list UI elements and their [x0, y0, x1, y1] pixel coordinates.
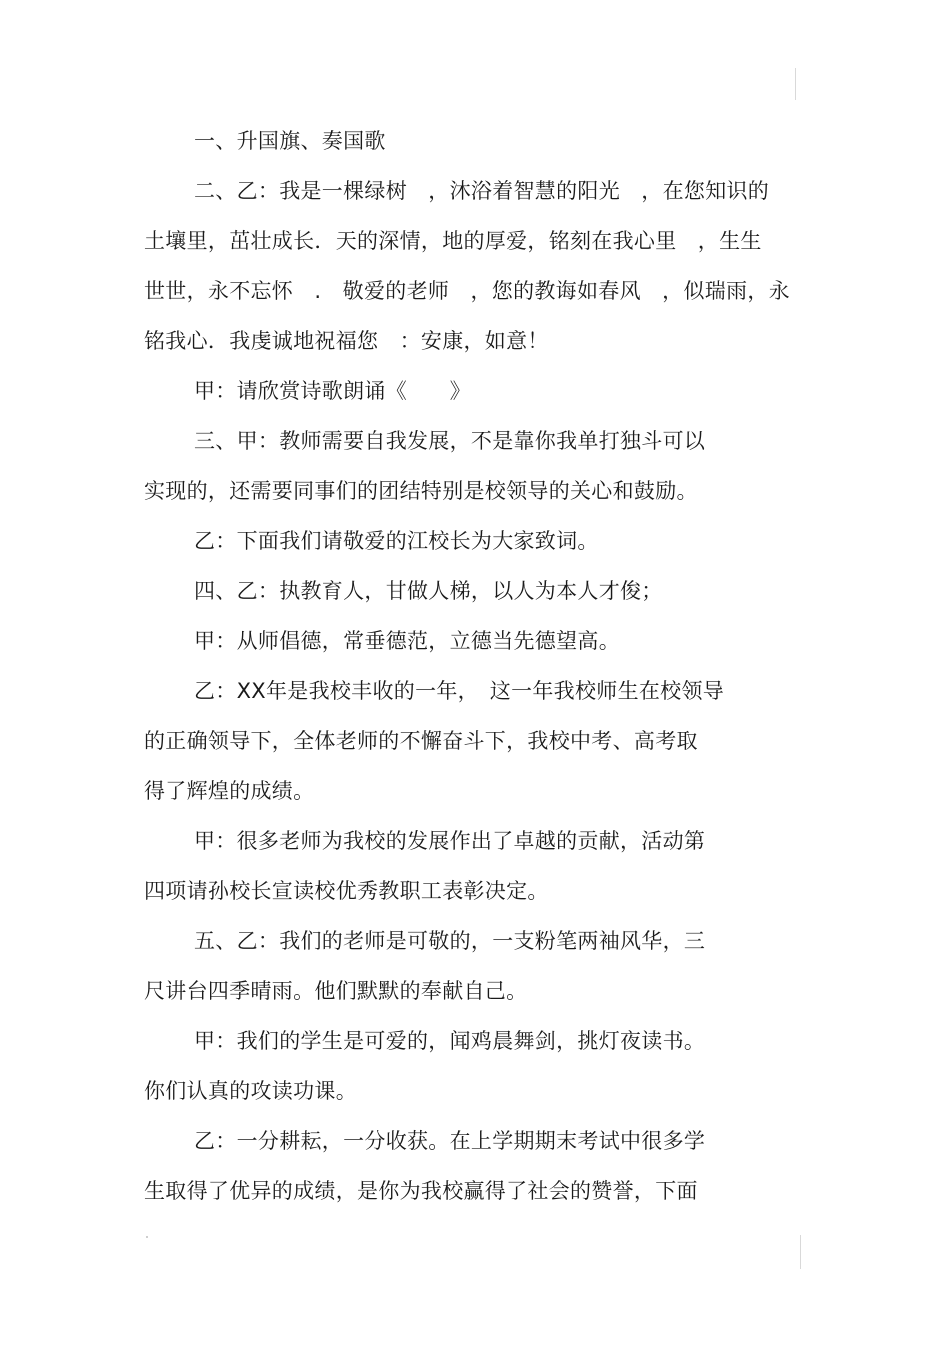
- text-line: 得了辉煌的成绩。: [144, 779, 315, 803]
- scan-dot: [146, 1236, 148, 1238]
- text-line: 四项请孙校长宣读校优秀教职工表彰决定。: [144, 879, 549, 903]
- text-line: 二、乙：我是一棵绿树 ，沐浴着智慧的阳光 ，在您知识的: [194, 179, 770, 203]
- text-line: 甲：从师倡德，常垂德范，立德当先德望高。: [194, 629, 620, 653]
- text-line: 五、乙：我们的老师是可敬的，一支粉笔两袖风华，三: [194, 929, 706, 953]
- text-line: 甲：请欣赏诗歌朗诵《 》: [194, 379, 471, 403]
- text-line: 四、乙：执教育人，甘做人梯，以人为本人才俊；: [194, 579, 663, 603]
- text-line: 乙：XX年是我校丰收的一年， 这一年我校师生在校领导: [194, 679, 725, 703]
- text-line: 三、甲：教师需要自我发展，不是靠你我单打独斗可以: [194, 429, 706, 453]
- text-line: 乙：下面我们请敬爱的江校长为大家致词。: [194, 529, 599, 553]
- text-line: 实现的，还需要同事们的团结特别是校领导的关心和鼓励。: [144, 479, 698, 503]
- text-line: 生取得了优异的成绩，是你为我校赢得了社会的赞誉，下面: [144, 1179, 698, 1203]
- text-line: 尺讲台四季晴雨。他们默默的奉献自己。: [144, 979, 528, 1003]
- text-line: 土壤里，茁壮成长．天的深情，地的厚爱，铭刻在我心里 ，生生: [144, 229, 762, 253]
- text-line: 铭我心．我虔诚地祝福您 ：安康，如意！: [144, 329, 549, 353]
- text-line: 甲：很多老师为我校的发展作出了卓越的贡献，活动第: [194, 829, 706, 853]
- document-body: [144, 123, 824, 1223]
- text-line: 乙：一分耕耘，一分收获。在上学期期末考试中很多学: [194, 1129, 706, 1153]
- text-line: 世世，永不忘怀 . 敬爱的老师 ，您的教诲如春风 ，似瑞雨，永: [144, 279, 790, 303]
- page-edge-mark: [795, 68, 796, 100]
- page-edge-mark: [800, 1235, 801, 1269]
- text-line: 甲：我们的学生是可爱的，闻鸡晨舞剑，挑灯夜读书。: [194, 1029, 706, 1053]
- text-line: 你们认真的攻读功课。: [144, 1079, 357, 1103]
- text-line: 的正确领导下，全体老师的不懈奋斗下，我校中考、高考取: [144, 729, 698, 753]
- text-line: 一、升国旗、奏国歌: [194, 129, 386, 153]
